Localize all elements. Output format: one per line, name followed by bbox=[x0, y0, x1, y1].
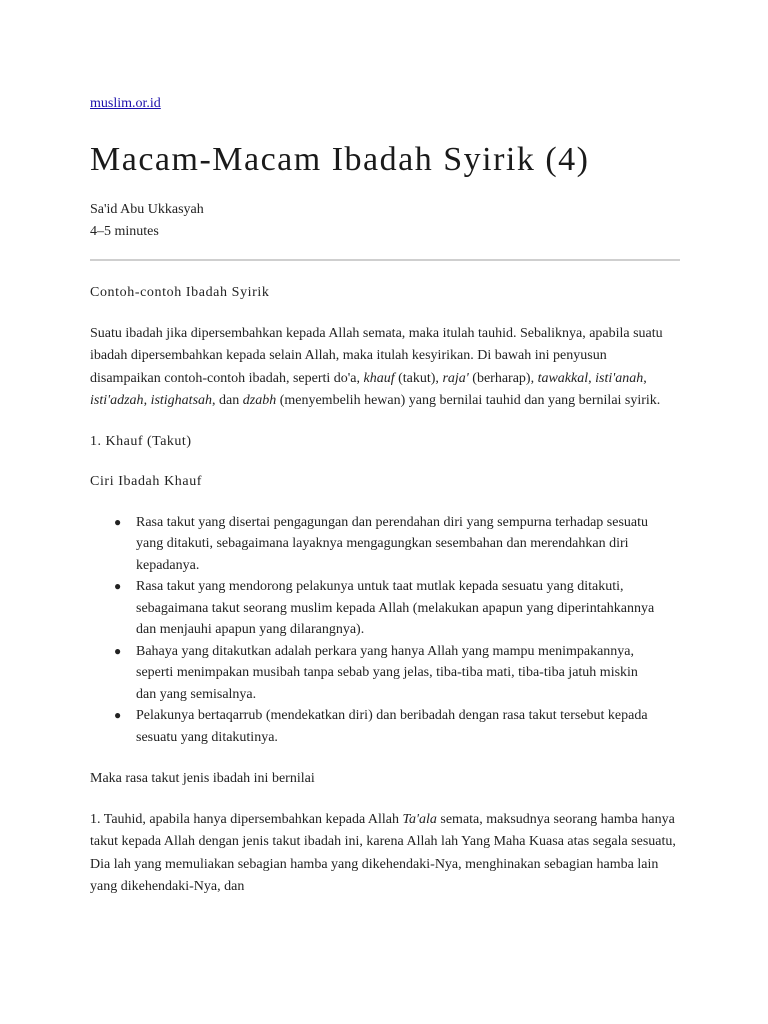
intro-sep-4: , dan bbox=[212, 393, 243, 408]
intro-sep-3: , bbox=[143, 393, 151, 408]
term-istiadzah: isti'adzah bbox=[90, 393, 144, 408]
bullet-icon: ● bbox=[114, 643, 122, 658]
author-name: Sa'id Abu Ukkasyah bbox=[90, 202, 204, 217]
article-page bbox=[90, 94, 680, 899]
conclusion-text: Maka rasa takut jenis ibadah ini bernilai bbox=[90, 771, 315, 786]
article-meta bbox=[90, 199, 680, 243]
source-link[interactable]: muslim.or.id bbox=[90, 96, 161, 111]
list-item bbox=[114, 641, 680, 706]
intro-sep-2: , bbox=[643, 370, 647, 386]
list-item bbox=[114, 512, 680, 577]
read-time: 4–5 minutes bbox=[90, 224, 159, 239]
intro-text-1: Suatu ibadah jika dipersembahkan kepada Allah semata, maka itulah tauhid. Sebaliknya, apabila suatu ibadah dipersembahkan kepada selain Allah, maka itulah kesyirikan. Di bawah ini penyusun disampaikan contoh-contoh ibadah, seperti do'a, bbox=[90, 325, 663, 386]
bullet-icon: ● bbox=[114, 708, 122, 722]
intro-paragraph bbox=[90, 323, 680, 413]
tauhid-text-1: 1. Tauhid, apabila hanya dipersembahkan kepada Allah bbox=[90, 811, 403, 827]
ciri-heading: Ciri Ibadah Khauf bbox=[90, 474, 203, 489]
term-dzabh: dzabh bbox=[242, 393, 277, 408]
bullet-icon: ● bbox=[114, 579, 122, 593]
section-heading: Contoh-contoh Ibadah Syirik bbox=[90, 285, 270, 300]
term-tawakkal: tawakkal bbox=[537, 370, 589, 386]
list-item bbox=[114, 576, 680, 641]
ciri-list bbox=[90, 512, 680, 749]
intro-text-4: (menyembelih hewan) yang bernilai tauhid dan yang bernilai syirik. bbox=[276, 393, 661, 408]
term-raja: raja' bbox=[442, 370, 469, 386]
term-istighatsah: istighatsah bbox=[150, 393, 213, 408]
list-item-text: Rasa takut yang disertai pengagungan dan perendahan diri yang sempurna terhadap sesuatu yang ditakuti, sebagaimana layaknya mengagungkan sesembahan dan merendahkan diri kepadanya. bbox=[136, 514, 648, 573]
intro-sep-1: , bbox=[588, 370, 596, 386]
term-istianah: isti'anah bbox=[595, 370, 644, 386]
tauhid-paragraph bbox=[90, 809, 680, 899]
bullet-icon: ● bbox=[114, 514, 122, 529]
term-taala: Ta'ala bbox=[402, 811, 437, 827]
list-item-text: Rasa takut yang mendorong pelakunya untuk taat mutlak kepada sesuatu yang ditakuti, sebagaimana takut seorang muslim kepada Allah (melakukan apapun yang diperintahkannya dan menjauhi apapun yang dilarangnya). bbox=[136, 579, 655, 637]
term-khauf: khauf bbox=[363, 370, 395, 386]
list-item-text: Pelakunya bertaqarrub (mendekatkan diri) dan beribadah dengan rasa takut tersebut kepada sesuatu yang ditakutinya. bbox=[136, 708, 648, 745]
intro-text-3: (berharap), bbox=[468, 370, 538, 386]
tauhid-text-2: semata, maksudnya seorang hamba hanya takut kepada Allah dengan jenis takut ibadah ini, karena Allah lah Yang Maha Kuasa atas segala sesuatu, Dia lah yang memuliakan sebagian hamba yang dikehendaki-Nya, menghinakan sebagian hamba lain yang dikehendaki-Nya, dan bbox=[90, 811, 676, 894]
khauf-heading: 1. Khauf (Takut) bbox=[90, 433, 192, 449]
list-item bbox=[114, 705, 680, 748]
divider bbox=[90, 259, 680, 261]
intro-text-2: (takut), bbox=[394, 370, 443, 386]
article-title: Macam-Macam Ibadah Syirik (4) bbox=[90, 141, 590, 178]
list-item-text: Bahaya yang ditakutkan adalah perkara yang hanya Allah yang mampu menimpakannya, seperti menimpakan musibah tanpa sebab yang jelas, tiba-tiba mati, tiba-tiba jatuh miskin dan yang semisalnya. bbox=[136, 643, 638, 702]
